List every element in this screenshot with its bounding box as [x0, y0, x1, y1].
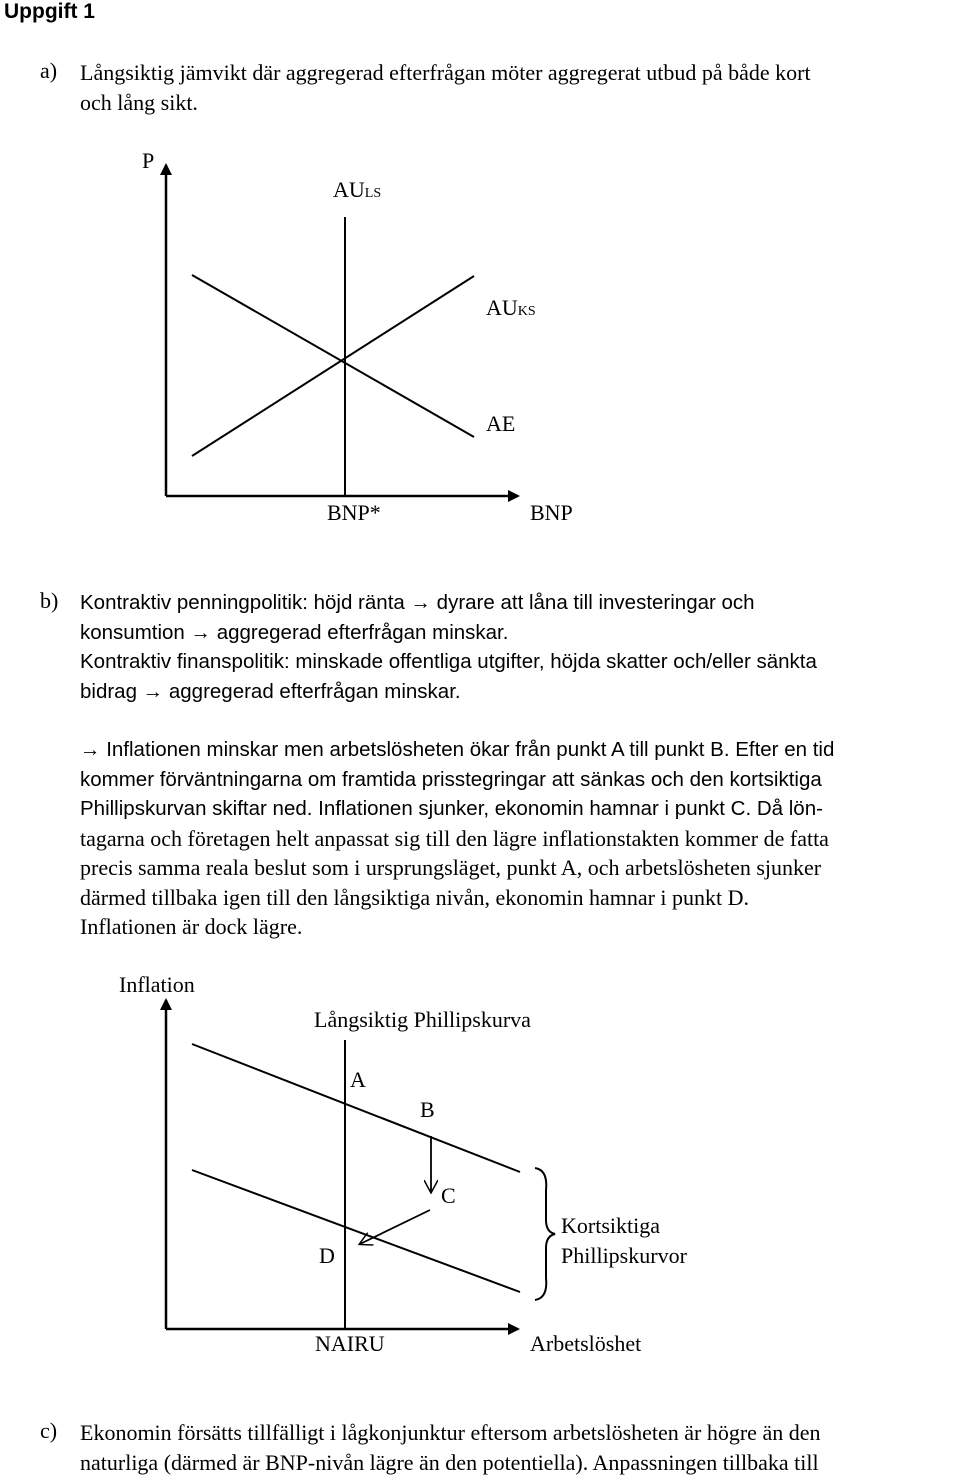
part-b-p2-line-1: → Inflationen minskar men arbetslösheten ökar från punkt A till punkt B. Efter en tid	[80, 738, 835, 761]
ae-label: AE	[486, 411, 516, 436]
chart1-y-label: P	[142, 148, 155, 173]
au-ks-sub: KS	[517, 304, 536, 319]
arrow-c-to-d	[360, 1210, 430, 1244]
part-c-line-1: Ekonomin försätts tillfälligt i lågkonjunktur eftersom arbetslösheten är högre än den	[80, 1420, 821, 1445]
part-b-line-1: Kontraktiv penningpolitik: höjd ränta → dyrare att låna till investeringar och	[80, 591, 755, 614]
page-heading: Uppgift 1	[4, 0, 95, 23]
ae-line	[192, 275, 474, 437]
nairu-label: NAIRU	[315, 1331, 385, 1356]
point-d-label: D	[319, 1243, 335, 1268]
au-ls-sub: LS	[364, 186, 382, 201]
au-ls-label	[333, 177, 381, 202]
part-b-p2-line-2: kommer förväntningarna om framtida prisstegringar att sänkas och den kortsiktiga	[80, 767, 822, 791]
part-a-line-2: och lång sikt.	[80, 89, 198, 115]
part-c-label: c)	[40, 1418, 58, 1443]
part-b-line-3: Kontraktiv finanspolitik: minskade offentliga utgifter, höjda skatter och/eller sänkta	[80, 650, 817, 673]
sr-curves-brace	[535, 1168, 555, 1300]
part-b-p2-line-7: Inflationen är dock lägre.	[80, 914, 303, 939]
part-b-paragraph-2	[80, 735, 955, 942]
part-b-p2-line-5: precis samma reala beslut som i ursprungsläget, punkt A, och arbetslösheten sjunker	[80, 855, 822, 880]
part-b-line-4: bidrag → aggregerad efterfrågan minskar.	[80, 679, 461, 703]
au-ks-main: AU	[486, 295, 518, 320]
chart1-x-label: BNP	[530, 500, 573, 525]
bnp-star-label: BNP*	[327, 500, 381, 525]
au-ks-line	[192, 276, 474, 456]
au-ls-main: AU	[333, 177, 365, 202]
chart2-x-label: Arbetslöshet	[530, 1331, 642, 1356]
part-a-label: a)	[40, 58, 58, 83]
point-a-label: A	[350, 1067, 366, 1092]
part-b-line-2: konsumtion → aggregerad efterfrågan minskar.	[80, 620, 509, 644]
point-c-label: C	[441, 1183, 456, 1208]
part-b-label: b)	[40, 588, 59, 613]
au-ks-label	[486, 295, 536, 320]
sr-phillips-label-2: Phillipskurvor	[561, 1243, 687, 1268]
part-b-text	[80, 588, 955, 706]
sr-phillips-label-1: Kortsiktiga	[561, 1213, 660, 1238]
chart2-y-label: Inflation	[119, 972, 195, 997]
part-c-text	[80, 1418, 955, 1477]
part-c-line-2: naturliga (därmed är BNP-nivån lägre än den potentiella). Anpassningen tillbaka till	[80, 1449, 819, 1475]
part-b-p2-line-4: tagarna och företagen helt anpassat sig till den lägre inflationstakten kommer de fatta	[80, 825, 829, 851]
part-b-p2-line-3: Phillipskurvan skiftar ned. Inflationen sjunker, ekonomin hamnar i punkt C. Då lön-	[80, 797, 823, 820]
sr-phillips-line-upper	[192, 1044, 520, 1172]
point-b-label: B	[420, 1097, 435, 1122]
part-b-p2-line-6: därmed tillbaka igen till den långsiktiga nivån, ekonomin hamnar i punkt D.	[80, 884, 750, 910]
sr-phillips-line-lower	[192, 1170, 520, 1292]
part-a-line-1: Långsiktig jämvikt där aggregerad efterfrågan möter aggregerat utbud på både kort	[80, 60, 811, 85]
lr-phillips-label: Långsiktig Phillipskurva	[314, 1007, 531, 1032]
